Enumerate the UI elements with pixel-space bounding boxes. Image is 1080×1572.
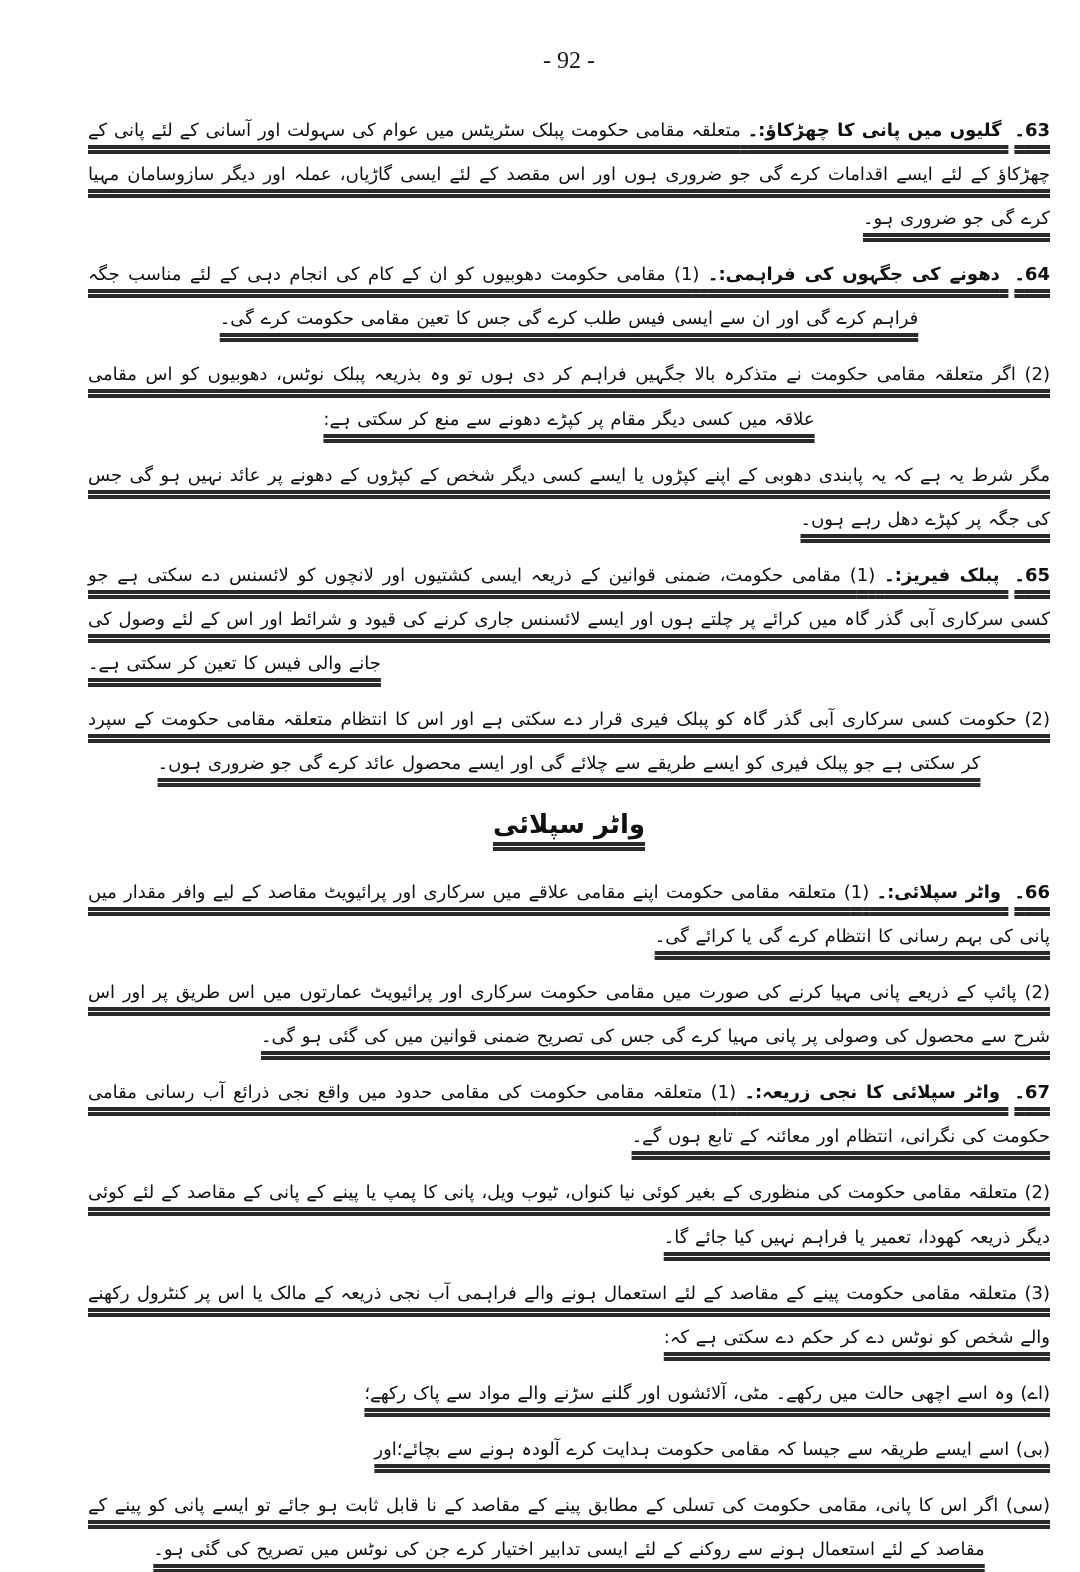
- section-66-paragraph-2: [88, 971, 1050, 1059]
- section-65-title: پبلک فیریز:۔: [884, 564, 1000, 586]
- section-67-paragraph-2: [88, 1171, 1050, 1259]
- section-67-clause-a-text: (اے) وہ اسے اچھی حالت میں رکھے۔ مٹی، آلائشوں اور گلنے سڑنے والے مواد سے پاک رکھے؛: [364, 1382, 1050, 1404]
- water-supply-heading: [88, 798, 1050, 853]
- document-content: [88, 109, 1050, 1572]
- water-supply-heading-text: واٹر سپلائی: [492, 810, 646, 841]
- section-67-clause-c-text: (سی) اگر اس کا پانی، مقامی حکومت کی تسلی کے مطابق پینے کے مقاصد کے نا قابل ثابت ہو جائے تو ایسے پانی کو پینے کے مقاصد کے لئے استعمال ہونے سے روکنے کے لئے ایسی تدابیر اختیار کرے جن کی نوٹس میں تصریح کی گئی ہو۔: [88, 1495, 1050, 1561]
- section-65-paragraph-1: [88, 554, 1050, 686]
- page-number: - 92 -: [543, 48, 595, 74]
- section-67-clause-b: [88, 1428, 1050, 1472]
- section-64-paragraph-2: [88, 353, 1050, 441]
- section-66-text-2: (2) پائپ کے ذریعے پانی مہیا کرنے کی صورت میں مقامی حکومت سرکاری اور پرائیویٹ عمارتوں میں اس طریق پر اور اس شرح سے محصول کی وصولی پر پانی مہیا کرے گی جس کی تصریح ضمنی قوانین میں کی گئی ہو گی۔: [88, 982, 1050, 1048]
- section-67-text-1: (1) متعلقہ مقامی حکومت کی مقامی حدود میں واقع نجی ذرائع آب رسانی مقامی حکومت کی نگرانی، انتظام اور معائنہ کے تابع ہوں گے۔: [88, 1082, 1050, 1148]
- section-67-paragraph-1: [88, 1071, 1050, 1159]
- section-66-title: واٹر سپلائی:۔: [876, 881, 1002, 903]
- section-66-text-1: (1) متعلقہ مقامی حکومت اپنے مقامی علاقے میں سرکاری اور پرائیویٹ مقاصد کے لیے وافر مقدار میں پانی کی بہم رسانی کا انتظام کرے گی یا کرائے گی۔: [88, 881, 1050, 947]
- section-67-title: واٹر سپلائی کا نجی زریعہ:۔: [744, 1082, 1001, 1104]
- section-67-clause-a: [88, 1372, 1050, 1416]
- section-63-number: 63۔: [1014, 120, 1050, 141]
- section-67-clause-b-text: (بی) اسے ایسے طریقہ سے جیسا کہ مقامی حکومت ہدایت کرے آلودہ ہونے سے بچائے؛اور: [374, 1438, 1050, 1460]
- section-66-paragraph-1: [88, 871, 1050, 959]
- section-67-text-3: (3) متعلقہ مقامی حکومت پینے کے مقاصد کے لئے استعمال ہونے والے فراہمی آب نجی ذریعہ کے مالک یا اس پر کنٹرول رکھنے والے شخص کو نوٹس دے کر حکم دے سکتی ہے کہ:: [88, 1282, 1050, 1348]
- section-64-paragraph-1: [88, 253, 1050, 341]
- section-64-proviso: [88, 454, 1050, 542]
- section-64-title: دھونے کی جگہوں کی فراہمی:۔: [707, 264, 1000, 286]
- section-64-text-2: (2) اگر متعلقہ مقامی حکومت نے متذکرہ بالا جگہیں فراہم کر دی ہوں تو وہ بذریعہ پبلک نوٹس، دھوبیوں کو اس مقامی علاقہ میں کسی دیگر مقام پر کپڑے دھونے سے منع کر سکتی ہے:: [88, 364, 1050, 430]
- section-67-clause-c: [88, 1484, 1050, 1572]
- section-64-number: 64۔: [1014, 264, 1050, 286]
- section-63-text: متعلقہ مقامی حکومت پبلک سٹریٹس میں عوام کی سہولت اور آسانی کے لئے پانی کے چھڑکاؤ کے لئے ایسے اقدامات کرے گی جو ضروری ہوں اور اس مقصد کے لئے ایسی گاڑیاں، عملہ اور دیگر سازوسامان مہیا کرے گی جو ضروری ہو۔: [88, 120, 1050, 230]
- section-67-text-2: (2) متعلقہ مقامی حکومت کی منظوری کے بغیر کوئی نیا کنواں، ٹیوب ویل، پانی کا پمپ یا پینے کے پانی کے مقاصد کے لئے کوئی دیگر ذریعہ کھودا، تعمیر یا فراہم نہیں کیا جائے گا۔: [88, 1182, 1050, 1248]
- section-65-text-1: (1) مقامی حکومت، ضمنی قوانین کے ذریعہ ایسی کشتیوں اور لانچوں کو لائسنس دے سکتی ہے جو کسی سرکاری آبی گذر گاہ میں کرائے پر چلتے ہوں اور ایسے لائسنس جاری کرنے کی قیود و شرائط اور اس کے لئے وصول کی جانے والی فیس کا تعین کر سکتی ہے۔: [88, 564, 1050, 675]
- section-64-proviso-text: مگر شرط یہ ہے کہ یہ پابندی دھوبی کے اپنے کپڑوں یا ایسے کسی دیگر شخص کے کپڑوں کے دھونے پر عائد نہیں ہو گی جس کی جگہ پر کپڑے دھل رہے ہوں۔: [88, 464, 1050, 530]
- section-65-paragraph-2: [88, 698, 1050, 786]
- section-64-text-1: (1) مقامی حکومت دھوبیوں کو ان کے کام کی انجام دہی کے لئے مناسب جگہ فراہم کرے گی اور ان سے ایسی فیس طلب کرے گی جس کا تعین مقامی حکومت کرے گی۔: [88, 264, 919, 330]
- section-66-number: 66۔: [1014, 881, 1050, 903]
- section-63-paragraph: [88, 109, 1050, 241]
- section-65-number: 65۔: [1014, 564, 1050, 586]
- section-63-title: گلیوں میں پانی کا چھڑکاؤ:۔: [747, 120, 1002, 141]
- section-65-text-2: (2) حکومت کسی سرکاری آبی گذر گاہ کو پبلک فیری قرار دے سکتی ہے اور اس کا انتظام متعلقہ مقامی حکومت کے سپرد کر سکتی ہے جو پبلک فیری کو ایسے طریقے سے چلائے گی اور ایسے محصول عائد کرے گی جو ضروری ہوں۔: [88, 709, 1050, 775]
- section-67-number: 67۔: [1014, 1082, 1050, 1104]
- section-67-paragraph-3: [88, 1272, 1050, 1360]
